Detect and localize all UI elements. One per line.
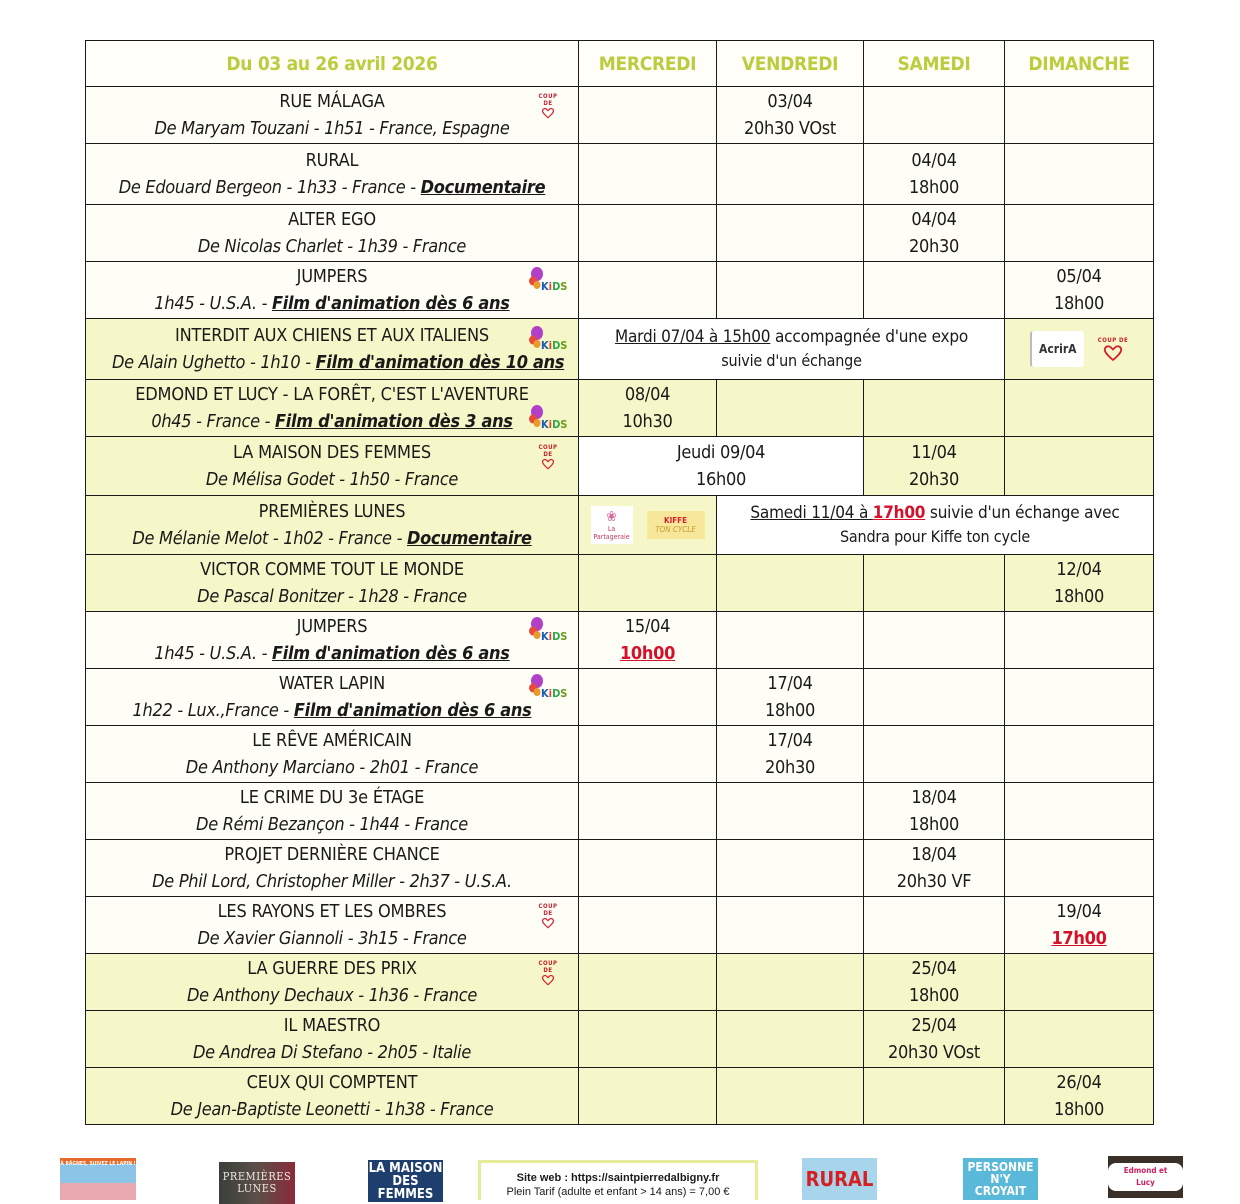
website-text: Site web : https://saintpierredalbigny.fr bbox=[516, 1172, 720, 1184]
screening-time: 10h30 bbox=[622, 411, 673, 432]
screening-date: 26/04 bbox=[1056, 1072, 1102, 1093]
film-info bbox=[112, 982, 552, 1009]
coup-de-coeur-label: COUP DE bbox=[538, 444, 558, 458]
info-box bbox=[478, 1160, 758, 1200]
film-title: RUE MÁLAGA bbox=[279, 91, 385, 112]
film-title: JUMPERS bbox=[296, 266, 368, 287]
ton-cycle-label: TON CYCLE bbox=[655, 525, 696, 534]
heart-icon bbox=[538, 107, 558, 119]
screening-time: 18h00 bbox=[1054, 293, 1104, 314]
film-row bbox=[86, 669, 1154, 726]
film-cell bbox=[86, 1011, 579, 1068]
film-cell bbox=[86, 612, 579, 669]
film-cell bbox=[86, 555, 579, 612]
screening-date: 15/04 bbox=[624, 616, 671, 637]
empty-slot bbox=[717, 612, 864, 669]
film-cell bbox=[86, 87, 579, 144]
film-info bbox=[112, 640, 552, 667]
screening-date: 04/04 bbox=[911, 209, 957, 230]
film-cell bbox=[86, 954, 579, 1011]
film-row bbox=[86, 437, 1154, 496]
empty-slot bbox=[717, 1068, 864, 1125]
coup-de-coeur-label: COUP DE bbox=[538, 960, 558, 974]
kids-icon bbox=[528, 616, 568, 644]
event-text: suivie d'un échange avec bbox=[925, 503, 1120, 523]
empty-slot bbox=[1005, 783, 1154, 840]
empty-slot bbox=[864, 380, 1005, 437]
header-row bbox=[86, 41, 1154, 87]
film-title: VICTOR COMME TOUT LE MONDE bbox=[200, 559, 464, 580]
poster-text: Edmond et Lucy bbox=[1108, 1163, 1183, 1191]
film-title: JUMPERS bbox=[296, 616, 368, 637]
film-title: LE CRIME DU 3e ÉTAGE bbox=[239, 787, 425, 808]
film-cell bbox=[86, 669, 579, 726]
film-info bbox=[112, 925, 552, 952]
empty-slot bbox=[864, 612, 1005, 669]
film-cell bbox=[86, 380, 579, 437]
coup-de-coeur-label: COUP DE bbox=[1097, 336, 1129, 344]
period-header: Du 03 au 26 avril 2026 bbox=[86, 41, 579, 87]
film-row bbox=[86, 612, 1154, 669]
empty-slot bbox=[1005, 612, 1154, 669]
empty-slot bbox=[717, 262, 864, 319]
empty-slot bbox=[864, 1068, 1005, 1125]
tarif-text: Plein Tarif (adulte et enfant > 14 ans) = 7,00 € bbox=[506, 1186, 730, 1198]
poster-text: RURAL bbox=[805, 1167, 874, 1191]
film-title: ALTER EGO bbox=[288, 209, 376, 230]
kiffe-label: KIFFE bbox=[663, 516, 687, 525]
film-title: PREMIÈRES LUNES bbox=[258, 501, 406, 522]
empty-slot bbox=[1005, 669, 1154, 726]
empty-slot bbox=[579, 897, 717, 954]
empty-slot bbox=[717, 783, 864, 840]
film-info bbox=[112, 408, 552, 435]
poster-text: PERSONNE N'Y CROYAIT bbox=[967, 1160, 1034, 1198]
screening-slot[interactable] bbox=[1005, 555, 1154, 612]
film-title: EDMOND ET LUCY - LA FORÊT, C'EST L'AVENTURE bbox=[135, 384, 529, 405]
film-cell bbox=[86, 1068, 579, 1125]
screening-slot[interactable] bbox=[579, 612, 717, 669]
empty-slot bbox=[864, 669, 1005, 726]
film-details: 1h22 - Lux.,France - bbox=[132, 700, 294, 721]
empty-slot bbox=[579, 205, 717, 262]
acrira-logo: AcrirA bbox=[1030, 331, 1084, 367]
film-title: LES RAYONS ET LES OMBRES bbox=[217, 901, 447, 922]
film-row bbox=[86, 87, 1154, 144]
empty-slot bbox=[1005, 726, 1154, 783]
screening-date: 04/04 bbox=[911, 150, 957, 171]
empty-slot bbox=[717, 380, 864, 437]
screening-slot[interactable] bbox=[717, 87, 864, 144]
film-cell bbox=[86, 437, 579, 496]
film-details: De Maryam Touzani - 1h51 - France, Espagne bbox=[154, 118, 510, 139]
screening-time: 10h00 bbox=[619, 643, 676, 664]
heart-icon bbox=[1103, 344, 1123, 362]
film-cell bbox=[86, 496, 579, 555]
film-title: CEUX QUI COMPTENT bbox=[246, 1072, 418, 1093]
screening-slot[interactable] bbox=[717, 726, 864, 783]
empty-slot bbox=[579, 1068, 717, 1125]
empty-slot bbox=[717, 205, 864, 262]
film-info bbox=[112, 697, 552, 724]
empty-slot bbox=[579, 1011, 717, 1068]
film-info bbox=[112, 174, 552, 201]
film-info bbox=[112, 233, 552, 260]
film-row bbox=[86, 262, 1154, 319]
screening-slot[interactable] bbox=[864, 840, 1005, 897]
screening-date: 17/04 bbox=[767, 673, 813, 694]
kids-balloons-icon bbox=[528, 673, 568, 701]
film-cell bbox=[86, 783, 579, 840]
film-row bbox=[86, 783, 1154, 840]
poster-premieres-lunes bbox=[219, 1162, 295, 1204]
empty-slot bbox=[579, 840, 717, 897]
film-info bbox=[112, 1096, 552, 1123]
film-details: 1h45 - U.S.A. - bbox=[154, 293, 272, 314]
screening-time: 17h00 bbox=[1051, 928, 1107, 949]
film-cell bbox=[86, 897, 579, 954]
screening-slot[interactable] bbox=[864, 205, 1005, 262]
event-time: 17h00 bbox=[872, 503, 926, 523]
empty-slot bbox=[579, 87, 717, 144]
event-text-2: Sandra pour Kiffe ton cycle bbox=[839, 527, 1031, 546]
screening-date: 25/04 bbox=[911, 1015, 957, 1036]
la-partageraie-label: La Partageraie bbox=[593, 525, 630, 541]
special-event-cell[interactable] bbox=[717, 496, 1154, 555]
film-cell bbox=[86, 726, 579, 783]
coup-de-coeur-icon bbox=[1098, 337, 1128, 362]
empty-slot bbox=[717, 144, 864, 205]
film-row bbox=[86, 319, 1154, 380]
empty-slot bbox=[579, 726, 717, 783]
kids-balloons-icon bbox=[528, 266, 568, 294]
empty-slot bbox=[579, 262, 717, 319]
film-row bbox=[86, 1011, 1154, 1068]
film-details: De Andrea Di Stefano - 2h05 - Italie bbox=[192, 1042, 472, 1063]
empty-slot bbox=[864, 87, 1005, 144]
screening-slot[interactable] bbox=[1005, 897, 1154, 954]
film-details: De Mélanie Melot - 1h02 - France - bbox=[132, 528, 407, 549]
poster-personne-ny-croyait bbox=[963, 1158, 1038, 1200]
screening-slot[interactable] bbox=[579, 380, 717, 437]
film-info bbox=[112, 583, 552, 610]
empty-slot bbox=[717, 555, 864, 612]
film-title: IL MAESTRO bbox=[283, 1015, 381, 1036]
empty-slot bbox=[579, 669, 717, 726]
film-info bbox=[112, 525, 552, 552]
poster-rural bbox=[802, 1158, 877, 1200]
kids-icon bbox=[528, 266, 568, 294]
screening-time: 20h30 bbox=[909, 236, 959, 257]
empty-slot bbox=[579, 954, 717, 1011]
kids-icon bbox=[528, 673, 568, 701]
screening-date: 03/04 bbox=[767, 91, 813, 112]
screening-slot[interactable] bbox=[864, 1011, 1005, 1068]
film-row bbox=[86, 555, 1154, 612]
svg-text:KiDS: KiDS bbox=[541, 630, 568, 643]
empty-slot bbox=[1005, 954, 1154, 1011]
special-event-cell[interactable] bbox=[579, 319, 1005, 380]
film-title: INTERDIT AUX CHIENS ET AUX ITALIENS bbox=[175, 325, 489, 346]
empty-slot bbox=[579, 555, 717, 612]
kids-balloons-icon bbox=[528, 404, 568, 432]
kids-balloons-icon bbox=[528, 616, 568, 644]
film-row bbox=[86, 205, 1154, 262]
film-details: De Xavier Giannoli - 3h15 - France bbox=[197, 928, 467, 949]
la-partageraie-logo bbox=[591, 506, 633, 544]
svg-text:KiDS: KiDS bbox=[541, 687, 568, 700]
empty-slot bbox=[717, 897, 864, 954]
screening-time: 16h00 bbox=[696, 469, 746, 490]
coup-de-coeur-icon bbox=[534, 903, 562, 929]
poster-text: À RÂGNES, SUIVEZ LE LAPIN ! bbox=[60, 1161, 136, 1167]
heart-icon bbox=[538, 974, 558, 986]
poster-water-lapin bbox=[60, 1158, 136, 1200]
screening-time: 20h30 VOst bbox=[888, 1042, 980, 1063]
screening-time: 20h30 VF bbox=[896, 871, 972, 892]
film-details: De Mélisa Godet - 1h50 - France bbox=[205, 469, 459, 490]
screening-time: 20h30 bbox=[765, 757, 815, 778]
schedule-table bbox=[85, 40, 1154, 1125]
kids-balloons-icon bbox=[528, 325, 568, 353]
film-details: De Rémi Bezançon - 1h44 - France bbox=[196, 814, 468, 835]
film-genre: Film d'animation dès 6 ans bbox=[293, 700, 532, 721]
empty-slot bbox=[1005, 87, 1154, 144]
svg-text:KiDS: KiDS bbox=[541, 339, 568, 352]
empty-slot bbox=[717, 840, 864, 897]
screening-time: 18h00 bbox=[909, 985, 959, 1006]
screening-time: 20h30 bbox=[909, 469, 959, 490]
film-title: LA MAISON DES FEMMES bbox=[233, 442, 431, 463]
empty-slot bbox=[1005, 144, 1154, 205]
screening-slot[interactable] bbox=[579, 437, 864, 496]
film-genre: Documentaire bbox=[420, 177, 546, 198]
empty-slot bbox=[579, 144, 717, 205]
screening-date: 08/04 bbox=[624, 384, 671, 405]
film-title: WATER LAPIN bbox=[278, 673, 386, 694]
film-details: De Edouard Bergeon - 1h33 - France - bbox=[118, 177, 421, 198]
coup-de-coeur-icon bbox=[534, 960, 562, 986]
film-details: De Phil Lord, Christopher Miller - 2h37 - U.S.A. bbox=[152, 871, 512, 892]
empty-slot bbox=[717, 1011, 864, 1068]
screening-date: 18/04 bbox=[911, 844, 957, 865]
empty-slot bbox=[1005, 205, 1154, 262]
film-genre: Film d'animation dès 6 ans bbox=[271, 643, 510, 664]
film-details: De Alain Ughetto - 1h10 - bbox=[112, 352, 316, 373]
film-cell bbox=[86, 262, 579, 319]
screening-time: 18h00 bbox=[1054, 1099, 1104, 1120]
coup-de-coeur-label: COUP DE bbox=[538, 903, 558, 917]
film-title: LE RÊVE AMÉRICAIN bbox=[252, 730, 412, 751]
empty-slot bbox=[717, 954, 864, 1011]
empty-slot bbox=[1005, 1011, 1154, 1068]
coup-de-coeur-icon bbox=[534, 93, 562, 119]
film-row bbox=[86, 726, 1154, 783]
film-details: De Anthony Dechaux - 1h36 - France bbox=[186, 985, 478, 1006]
empty-slot bbox=[579, 783, 717, 840]
kiffe-ton-cycle-logo bbox=[647, 511, 705, 539]
film-title: RURAL bbox=[305, 150, 359, 171]
day-header-samedi: SAMEDI bbox=[864, 41, 1005, 87]
day-header-mercredi: MERCREDI bbox=[579, 41, 717, 87]
coup-de-coeur-label: COUP DE bbox=[538, 93, 558, 107]
screening-time: 18h00 bbox=[909, 814, 959, 835]
film-details: De Nicolas Charlet - 1h39 - France bbox=[197, 236, 467, 257]
film-info bbox=[112, 290, 552, 317]
film-info bbox=[112, 868, 552, 895]
film-details: 0h45 - France - bbox=[151, 411, 275, 432]
film-info bbox=[112, 811, 552, 838]
svg-text:KiDS: KiDS bbox=[541, 418, 568, 431]
film-row bbox=[86, 954, 1154, 1011]
empty-slot bbox=[864, 555, 1005, 612]
kids-icon bbox=[528, 404, 568, 432]
heart-icon bbox=[538, 458, 558, 470]
film-genre: Film d'animation dès 10 ans bbox=[315, 352, 565, 373]
film-details: De Jean-Baptiste Leonetti - 1h38 - France bbox=[170, 1099, 494, 1120]
day-header-vendredi: VENDREDI bbox=[717, 41, 864, 87]
empty-slot bbox=[1005, 380, 1154, 437]
film-info bbox=[112, 1039, 552, 1066]
poster-text: LA MAISON DES FEMMES bbox=[368, 1160, 443, 1202]
film-info bbox=[112, 754, 552, 781]
event-text: accompagnée d'une expo bbox=[770, 327, 969, 347]
poster-la-maison-des-femmes bbox=[368, 1160, 443, 1202]
screening-slot[interactable] bbox=[864, 437, 1005, 496]
film-cell bbox=[86, 205, 579, 262]
empty-slot bbox=[1005, 437, 1154, 496]
screening-slot[interactable] bbox=[1005, 262, 1154, 319]
film-details: 1h45 - U.S.A. - bbox=[154, 643, 272, 664]
film-details: De Pascal Bonitzer - 1h28 - France bbox=[197, 586, 467, 607]
svg-text:KiDS: KiDS bbox=[541, 280, 568, 293]
event-text-2: suivie d'un échange bbox=[721, 351, 862, 370]
screening-time: 18h00 bbox=[1054, 586, 1104, 607]
screening-time: 18h00 bbox=[909, 177, 959, 198]
poster-text: PREMIÈRES LUNES bbox=[222, 1170, 292, 1195]
screening-date: 18/04 bbox=[911, 787, 957, 808]
film-cell bbox=[86, 144, 579, 205]
empty-slot bbox=[864, 897, 1005, 954]
screening-date: 19/04 bbox=[1056, 901, 1102, 922]
film-info bbox=[112, 466, 552, 493]
kids-icon bbox=[528, 325, 568, 353]
screening-date: 17/04 bbox=[767, 730, 813, 751]
screening-slot[interactable] bbox=[717, 669, 864, 726]
day-header-dimanche: DIMANCHE bbox=[1005, 41, 1154, 87]
film-genre: Film d'animation dès 6 ans bbox=[271, 293, 510, 314]
film-row bbox=[86, 897, 1154, 954]
event-date: Samedi 11/04 à bbox=[750, 503, 873, 523]
screening-date: 11/04 bbox=[911, 442, 957, 463]
film-row bbox=[86, 1068, 1154, 1125]
partner-logos-cell bbox=[1005, 319, 1154, 380]
partner-logos-cell bbox=[579, 496, 717, 555]
film-info bbox=[112, 349, 565, 376]
film-row bbox=[86, 840, 1154, 897]
event-date: Mardi 07/04 à 15h00 bbox=[614, 327, 771, 347]
screening-date: 05/04 bbox=[1056, 266, 1102, 287]
empty-slot bbox=[864, 726, 1005, 783]
film-title: PROJET DERNIÈRE CHANCE bbox=[224, 844, 440, 865]
empty-slot bbox=[864, 262, 1005, 319]
screening-date: 12/04 bbox=[1056, 559, 1102, 580]
empty-slot bbox=[1005, 840, 1154, 897]
film-row bbox=[86, 496, 1154, 555]
screening-date: Jeudi 09/04 bbox=[676, 442, 766, 463]
film-row bbox=[86, 144, 1154, 205]
film-cell bbox=[86, 840, 579, 897]
screening-slot[interactable] bbox=[864, 144, 1005, 205]
screening-slot[interactable] bbox=[864, 783, 1005, 840]
heart-icon bbox=[538, 917, 558, 929]
screening-slot[interactable] bbox=[1005, 1068, 1154, 1125]
film-cell bbox=[86, 319, 579, 380]
poster-edmond-et-lucy bbox=[1108, 1156, 1183, 1198]
film-info bbox=[112, 115, 552, 142]
film-details: De Anthony Marciano - 2h01 - France bbox=[185, 757, 479, 778]
screening-date: 25/04 bbox=[911, 958, 957, 979]
film-title: LA GUERRE DES PRIX bbox=[247, 958, 417, 979]
tree-icon: ❀ bbox=[606, 509, 617, 525]
screening-time: 18h00 bbox=[765, 700, 815, 721]
film-genre: Documentaire bbox=[406, 528, 532, 549]
coup-de-coeur-icon bbox=[534, 444, 562, 470]
film-genre: Film d'animation dès 3 ans bbox=[275, 411, 513, 432]
screening-time: 20h30 VOst bbox=[744, 118, 836, 139]
film-row bbox=[86, 380, 1154, 437]
screening-slot[interactable] bbox=[864, 954, 1005, 1011]
